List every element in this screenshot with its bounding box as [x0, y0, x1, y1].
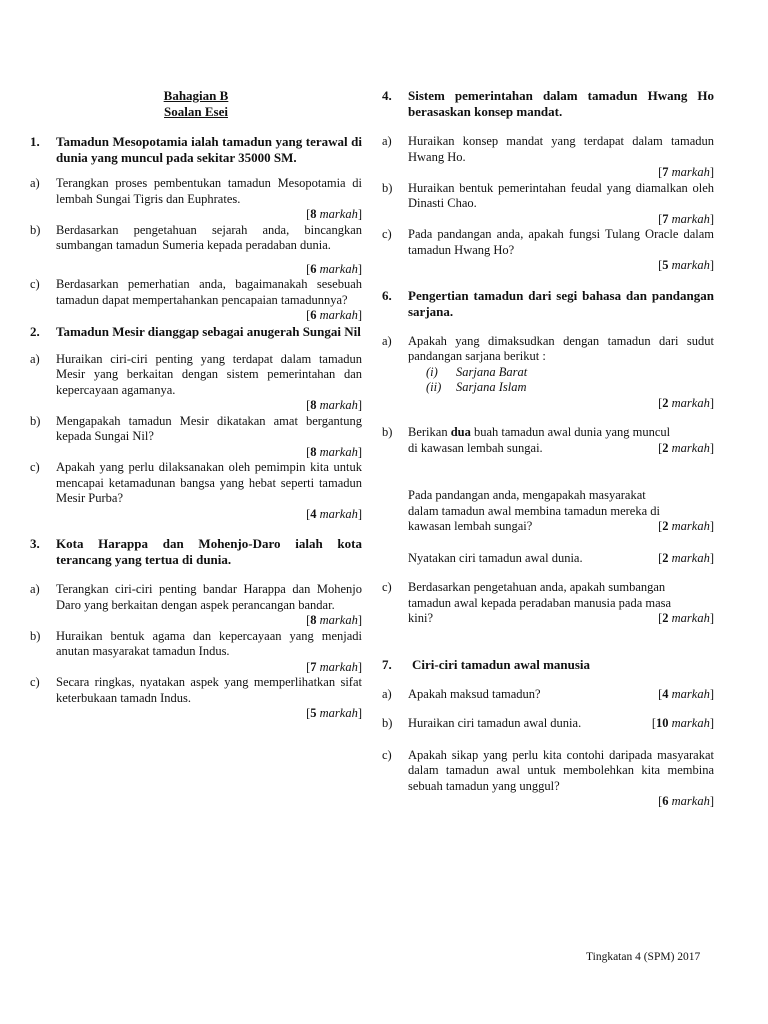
question-7b: b) Huraikan ciri tamadun awal dunia. [10 markah]	[382, 716, 714, 730]
question-7c: c) Apakah sikap yang perlu kita contohi daripada masyarakat dalam tamadun awal untuk membolehkan kita membina sebuah tamadun yang unggul?	[382, 747, 714, 793]
question-1b: b) Berdasarkan pengetahuan sejarah anda, bincangkan sumbangan tamadun Sumeria kepada peradaban dunia.	[30, 222, 362, 252]
mark: [5 markah]	[658, 258, 714, 272]
question-4b: b) Huraikan bentuk pemerintahan feudal yang diamalkan oleh Dinasti Chao.	[382, 180, 714, 210]
question-4c: c) Pada pandangan anda, apakah fungsi Tulang Oracle dalam tamadun Hwang Ho?	[382, 227, 714, 257]
mark: [7 markah]	[658, 165, 714, 179]
question-6b-part3: Nyatakan ciri tamadun awal dunia. [2 markah]	[408, 550, 714, 565]
mark: [8 markah]	[306, 444, 362, 459]
mark: [8 markah]	[306, 398, 362, 412]
mark: [6 markah]	[306, 261, 362, 276]
question-2: 2. Tamadun Mesir dianggap sebagai anugerah Sungai Nil	[30, 323, 361, 339]
mark: [7 markah]	[306, 659, 362, 674]
section-title: Soalan Esei	[164, 104, 228, 119]
mark: [6 markah]	[306, 308, 362, 322]
question-6b: b) Berikan dua buah tamadun awal dunia yang muncul di kawasan lembah sungai. [2 markah]	[382, 425, 714, 455]
mark: [7 markah]	[658, 211, 714, 226]
mark: [4 markah]	[306, 506, 362, 521]
page-footer: Tingkatan 4 (SPM) 2017	[586, 951, 701, 963]
question-4a: a) Huraikan konsep mandat yang terdapat dalam tamadun Hwang Ho.	[382, 134, 714, 164]
question-1c: c) Berdasarkan pemerhatian anda, bagaimanakah sesebuah tamadun dapat mempertahankan pencapaian tamadunnya?	[30, 277, 362, 307]
left-column	[30, 88, 362, 722]
question-7a: a) Apakah maksud tamadun? [4 markah]	[382, 686, 714, 701]
roman-item: (ii) Sarjana Islam	[426, 380, 527, 394]
mark: [2 markah]	[658, 395, 714, 410]
question-3c: c) Secara ringkas, nyatakan aspek yang memperlihatkan sifat keterbukaan tamadn Indus.	[30, 675, 362, 705]
mark: [8 markah]	[306, 207, 362, 221]
question-6b-part2: Pada pandangan anda, mengapakah masyarakat dalam tamadun awal membina tamadun mereka di kawasan lembah sungai? [2 markah]	[408, 488, 714, 533]
question-6a: a) Apakah yang dimaksudkan dengan tamadun dari sudut pandangan sarjana berikut :	[382, 333, 714, 363]
question-2c: c) Apakah yang perlu dilaksanakan oleh pemimpin kita untuk mencapai ketamadunan bangsa yang hebat seperti tamadun Mesir Purba?	[30, 460, 362, 505]
question-3b: b) Huraikan bentuk agama dan kepercayaan yang menjadi anutan masyarakat tamadun Indus.	[30, 628, 362, 658]
question-2b: b) Mengapakah tamadun Mesir dikatakan amat bergantung kepada Sungai Nil?	[30, 413, 362, 443]
right-column	[382, 88, 714, 810]
mark: [5 markah]	[306, 706, 362, 720]
question-1a: a) Terangkan proses pembentukan tamadun Mesopotamia di lembah Sungai Tigris dan Euphrates.	[30, 176, 362, 206]
question-2a: a) Huraikan ciri-ciri penting yang terdapat dalam tamadun Mesir yang berkaitan dengan sistem pemerintahan dan kepercayaan agamanya.	[30, 351, 362, 397]
mark: [6 markah]	[658, 794, 714, 808]
roman-item: (i) Sarjana Barat	[426, 364, 528, 379]
mark: [8 markah]	[306, 613, 362, 627]
question-3: 3. Kota Harappa dan Mohenjo-Daro ialah kota terancang yang tertua di dunia.	[30, 536, 362, 567]
question-6: 6. Pengertian tamadun dari segi bahasa dan pandangan sarjana.	[382, 287, 714, 319]
question-7: 7. Ciri-ciri tamadun awal manusia	[382, 656, 591, 672]
question-6c: c) Berdasarkan pengetahuan anda, apakah sumbangan tamadun awal kepada peradaban manusia pada masa kini? [2 markah]	[382, 580, 714, 625]
question-3a: a) Terangkan ciri-ciri penting bandar Harappa dan Mohenjo Daro yang berkaitan dengan aspek perancangan bandar.	[30, 582, 362, 612]
question-1: 1. Tamadun Mesopotamia ialah tamadun yang terawal di dunia yang muncul pada sekitar 35000 SM.	[30, 134, 362, 165]
section-part: Bahagian B	[163, 88, 229, 103]
question-4: 4. Sistem pemerintahan dalam tamadun Hwang Ho berasaskan konsep mandat.	[382, 88, 714, 119]
